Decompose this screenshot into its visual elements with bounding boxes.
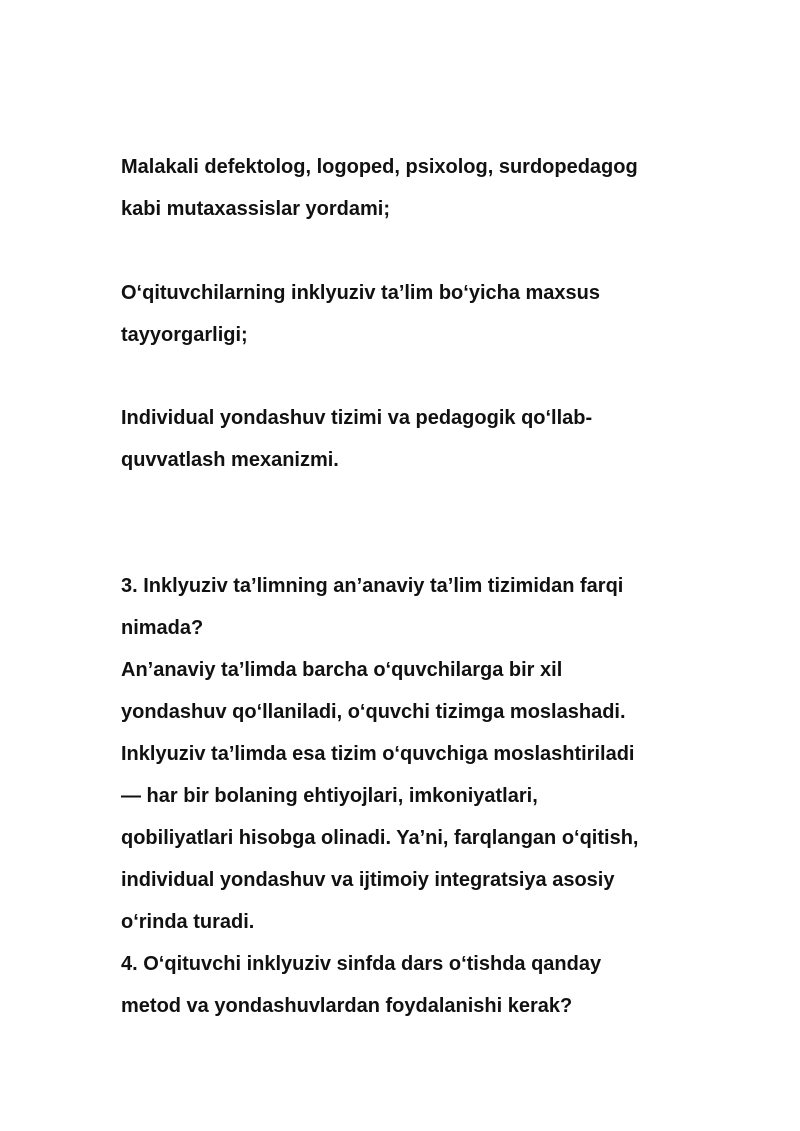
text-line: quvvatlash mexanizmi. [121,449,339,471]
text-line: Individual yondashuv tizimi va pedagogik qo‘llab- [121,407,593,429]
question-heading: metod va yondashuvlardan foydalanishi kerak? [121,995,573,1017]
text-line: tayyorgarligi; [121,324,248,346]
text-line: O‘qituvchilarning inklyuziv ta’lim bo‘yicha maxsus [121,282,601,304]
paragraph-specialists-support [121,146,681,230]
question-heading: 4. O‘qituvchi inklyuziv sinfda dars o‘tishda qanday [121,953,602,975]
paragraph-questions-3-4 [121,565,681,1027]
text-line: Malakali defektolog, logoped, psixolog, surdopedagog [121,156,638,178]
answer-text-line: individual yondashuv va ijtimoiy integratsiya asosiy [121,869,615,891]
answer-text-line: yondashuv qo‘llaniladi, o‘quvchi tizimga moslashadi. [121,701,626,723]
text-line: kabi mutaxassislar yordami; [121,198,391,220]
answer-text-line: o‘rinda turadi. [121,911,255,933]
question-heading: nimada? [121,617,204,639]
answer-text-line: Inklyuziv ta’limda esa tizim o‘quvchiga moslashtiriladi [121,743,635,765]
answer-text-line: An’anaviy ta’limda barcha o‘quvchilarga bir xil [121,659,563,681]
paragraph-teacher-training [121,272,681,356]
question-heading: 3. Inklyuziv ta’limning an’anaviy ta’lim tizimidan farqi [121,575,624,597]
answer-text-line: — har bir bolaning ehtiyojlari, imkoniyatlari, [121,785,538,807]
answer-text-line: qobiliyatlari hisobga olinadi. Ya’ni, farqlangan o‘qitish, [121,827,639,849]
paragraph-individual-approach [121,397,681,481]
